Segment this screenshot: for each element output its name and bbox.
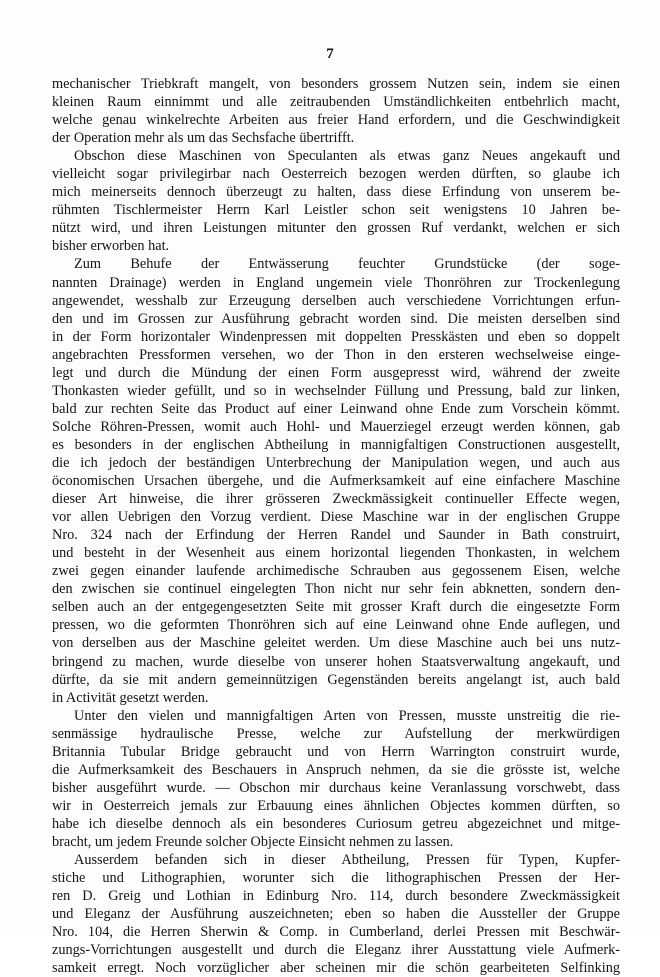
text-line: in der Form horizontaler Windenpressen mit doppelten Presskästen und eben so doppelt bbox=[52, 328, 620, 345]
text-line: die ich jedoch der beständigen Unterbrechung der Manipulation wegen, und auch aus bbox=[52, 454, 620, 471]
text-line: vor allen Uebrigen den Vorzug verdient. Diese Maschine war in der englischen Gruppe bbox=[52, 509, 620, 526]
text-line: angebrachten Pressformen versehen, wo der Thon in den ersteren wechselweise einge- bbox=[52, 346, 620, 363]
text-line: legt und durch die Mündung der einen Form ausgepresst wird, während der zweite bbox=[52, 364, 620, 381]
text-line: es besonders in der englischen Abtheilung in mannigfaltigen Constructionen ausgestellt, bbox=[52, 436, 620, 453]
text-line: Zum Behufe der Entwässerung feuchter Grundstücke (der soge- bbox=[74, 256, 620, 273]
text-line: Obschon diese Maschinen von Speculanten als etwas ganz Neues angekauft und bbox=[74, 148, 620, 165]
text-line: welche genau winkelrechte Arbeiten aus freier Hand erfordern, und die Geschwindigkeit bbox=[52, 112, 620, 129]
text-line: wir in Oesterreich jemals zur Erbauung eines ähnlichen Objectes kommen dürften, so bbox=[52, 797, 620, 814]
text-line: der Operation mehr als um das Sechsfache übertrifft. bbox=[52, 130, 355, 147]
text-line: den und im Grossen zur Ausführung gebracht worden sind. Die meisten derselben sind bbox=[52, 310, 620, 327]
text-line: Britannia Tubular Bridge gebraucht und von Herrn Warrington construirt wurde, bbox=[52, 743, 620, 760]
text-line: Solche Röhren-Pressen, womit auch Hohl- und Mauerziegel erzeugt werden können, gab bbox=[52, 418, 620, 435]
text-line: bisher erworben hat. bbox=[52, 238, 170, 255]
text-line: ren D. Greig und Lothian in Edinburg Nro. 114, durch besondere Zweckmässigkeit bbox=[52, 888, 620, 905]
text-line: von derselben aus der Maschine geleitet werden. Um diese Maschine auch bei uns nutz- bbox=[52, 635, 620, 652]
text-line: dürfte, da sie mit andern gemeinnützigen Gegenständen bereits angelangt ist, auch bald bbox=[52, 671, 620, 688]
text-line: stiche und Lithographien, worunter sich die lithographischen Pressen der Her- bbox=[52, 870, 620, 887]
text-line: selben auch an der entgegengesetzten Seite mit grosser Kraft durch die eingesetzte Form bbox=[52, 599, 620, 616]
text-line: senmässige hydraulische Presse, welche zur Aufstellung der merkwürdigen bbox=[52, 725, 620, 742]
text-line: in Activität gesetzt werden. bbox=[52, 689, 209, 706]
text-line: bringend zu machen, wurde dieselbe von unserer hohen Staatsverwaltung angekauft, und bbox=[52, 653, 620, 670]
text-line: dieser Art hinweise, die ihrer grösseren Zweckmässigkeit continueller Effecte wegen, bbox=[52, 491, 620, 508]
text-line: angewendet, wesshalb zur Erzeugung derselben auch verschiedene Vorrichtungen erfun- bbox=[52, 292, 620, 309]
page-number: 7 bbox=[326, 46, 334, 62]
text-line: Ausserdem befanden sich in dieser Abtheilung, Pressen für Typen, Kupfer- bbox=[74, 852, 620, 869]
text-line: bisher ausgeführt wurde. — Obschon mir durchaus keine Veranlassung vorschwebt, dass bbox=[52, 779, 620, 796]
text-line: vielleicht sogar privilegirbar nach Oesterreich bezogen werden dürften, so glaube ich bbox=[52, 166, 620, 183]
text-line: Thonkasten wieder gefüllt, und so in wechselnder Füllung und Pressung, bald zur linken, bbox=[52, 382, 620, 399]
text-line: Nro. 104, die Herren Sherwin & Comp. in Cumberland, derlei Pressen mit Beschwär- bbox=[52, 924, 620, 941]
text-line: pressen, wo die geformten Thonröhren sich auf eine Leinwand ohne Ende auflegen, und bbox=[52, 617, 620, 634]
text-line: nannten Drainage) werden in England ungemein viele Thonröhren zur Trockenlegung bbox=[52, 274, 620, 291]
body-text bbox=[52, 75, 620, 977]
text-line: kleinen Raum einnimmt und alle zeitraubenden Umständlichkeiten entbehrlich macht, bbox=[52, 94, 620, 111]
text-line: und besteht in der Wesenheit aus einem horizontal liegenden Thonkasten, in welchem bbox=[52, 545, 620, 562]
text-line: und Eleganz der Ausführung auszeichneten; eben so haben die Aussteller der Gruppe bbox=[52, 906, 620, 923]
text-line: zungs-Vorrichtungen ausgestellt und durch die Eleganz ihrer Ausstattung viele Aufmerk- bbox=[52, 942, 620, 959]
text-line: nützt wird, und ihren Leistungen mitunter den grossen Ruf verdankt, welchen er sich bbox=[52, 220, 620, 237]
text-line: bald zur rechten Seite das Product auf einer Leinwand ohne Ende zum Vorschein kömmt. bbox=[52, 400, 620, 417]
text-line: den zwischen sie continuel eingelegten Thon nicht nur sehr fein abknetten, sondern den- bbox=[52, 581, 620, 598]
text-line: Nro. 324 nach der Erfindung der Herren Randel und Saunder in Bath construirt, bbox=[52, 527, 620, 544]
text-line: zwei gegen einander laufende archimedische Schrauben aus gegossenem Eisen, welche bbox=[52, 563, 620, 580]
text-line: mechanischer Triebkraft mangelt, von besonders grossem Nutzen sein, indem sie einen bbox=[52, 76, 620, 92]
text-line: öconomischen Ursachen übergehe, und die Aufmerksamkeit auf eine einfachere Maschine bbox=[52, 473, 620, 490]
text-line: rühmten Tischlermeister Herrn Karl Leistler schon seit wenigstens 10 Jahren be- bbox=[52, 202, 620, 219]
text-line: mich meinerseits dennoch überzeugt zu halten, dass diese Erfindung von unserem be- bbox=[52, 184, 620, 201]
text-line: bracht, um jedem Freunde solcher Objecte Einsicht nehmen zu lassen. bbox=[52, 833, 454, 850]
text-line: die Aufmerksamkeit des Beschauers in Anspruch nehmen, da sie die grösste ist, welche bbox=[52, 761, 620, 778]
text-line: Unter den vielen und mannigfaltigen Arten von Pressen, musste unstreitig die rie- bbox=[74, 707, 620, 724]
text-line: habe ich dieselbe dennoch als ein besonderes Curiosum getreu abgezeichnet und mitge- bbox=[52, 815, 620, 832]
text-line: samkeit erregt. Noch vorzüglicher aber scheinen mir die schön gearbeiteten Selfinking bbox=[52, 960, 620, 977]
